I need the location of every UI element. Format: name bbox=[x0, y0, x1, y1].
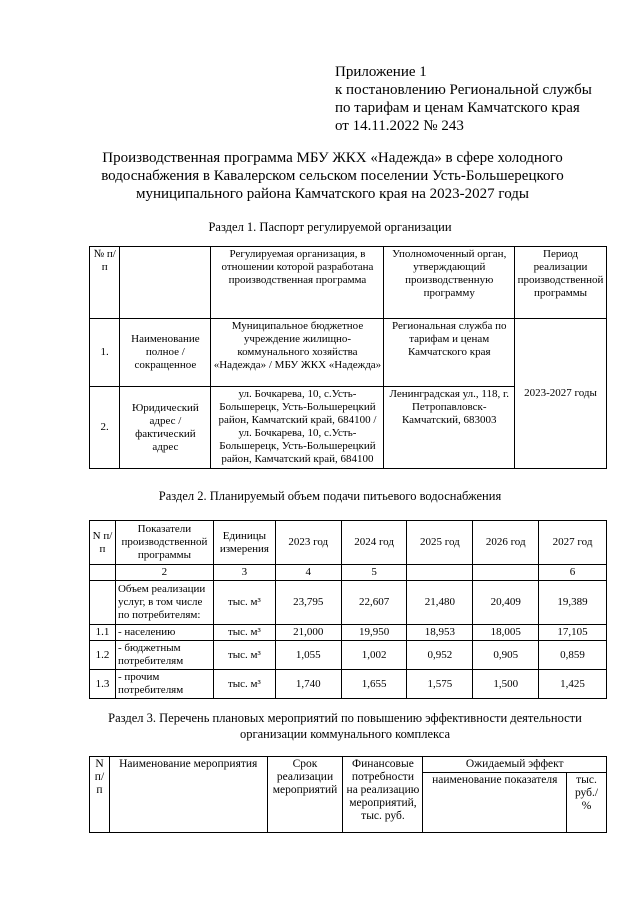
colnum-8: 6 bbox=[539, 565, 607, 581]
row-authority: Региональная служба по тарифам и ценам Камчатского края bbox=[384, 319, 515, 387]
header-2027: 2027 год bbox=[539, 521, 607, 565]
measures-table bbox=[89, 756, 607, 833]
appendix-line-4: от 14.11.2022 № 243 bbox=[335, 118, 464, 134]
header-finance: Финансовые потребности на реализацию мероприятий, тыс. руб. bbox=[343, 757, 423, 833]
row-2023: 1,740 bbox=[275, 670, 341, 699]
header-num: N п/п bbox=[90, 521, 116, 565]
header-blank bbox=[120, 247, 211, 319]
row-num bbox=[90, 581, 116, 625]
section1-caption: Раздел 1. Паспорт регулируемой организации bbox=[208, 220, 452, 234]
colnum-7 bbox=[473, 565, 539, 581]
row-indicator: - населению bbox=[115, 625, 213, 641]
row-2025: 1,575 bbox=[407, 670, 473, 699]
passport-header-row bbox=[90, 247, 607, 319]
header-2026: 2026 год bbox=[473, 521, 539, 565]
row-2023: 21,000 bbox=[275, 625, 341, 641]
table-row bbox=[90, 670, 607, 699]
header-org: Регулируемая организация, в отношении которой разработана производственная программа bbox=[211, 247, 384, 319]
row-org: Муниципальное бюджетное учреждение жилищно-коммунального хозяйства «Надежда» / МБУ ЖКХ «Надежда» bbox=[211, 319, 384, 387]
row-2024: 1,655 bbox=[341, 670, 407, 699]
header-num: N п/ п bbox=[90, 757, 110, 833]
document-title: Производственная программа МБУ ЖКХ «Надежда» в сфере холодного водоснабжения в Кавалерском сельском поселении Усть-Большерецкого муниципального района Камчатского края на 2023-2027 годы bbox=[101, 150, 564, 202]
row-unit: тыс. м³ bbox=[213, 625, 275, 641]
row-2026: 20,409 bbox=[473, 581, 539, 625]
colnum-1 bbox=[90, 565, 116, 581]
row-num: 1.3 bbox=[90, 670, 116, 699]
header-indicator: Показатели производственной программы bbox=[115, 521, 213, 565]
period-value: 2023-2027 годы bbox=[515, 319, 607, 469]
header-authority: Уполномоченный орган, утверждающий производственную программу bbox=[384, 247, 515, 319]
colnum-5: 5 bbox=[341, 565, 407, 581]
colnum-3: 3 bbox=[213, 565, 275, 581]
colnum-2: 2 bbox=[115, 565, 213, 581]
row-2027: 1,425 bbox=[539, 670, 607, 699]
header-2025: 2025 год bbox=[407, 521, 473, 565]
header-name: Наименование мероприятия bbox=[109, 757, 267, 833]
row-indicator: - прочим потребителям bbox=[115, 670, 213, 699]
table-row bbox=[90, 625, 607, 641]
section3-caption: Раздел 3. Перечень плановых мероприятий по повышению эффективности деятельности организации коммунального комплекса bbox=[108, 711, 582, 741]
row-2026: 18,005 bbox=[473, 625, 539, 641]
header-effect: Ожидаемый эффект bbox=[423, 757, 607, 773]
row-unit: тыс. м³ bbox=[213, 581, 275, 625]
row-indicator: - бюджетным потребителям bbox=[115, 641, 213, 670]
row-2023: 23,795 bbox=[275, 581, 341, 625]
header-amount: тыс. руб./ % bbox=[567, 773, 607, 833]
header-term: Срок реализации мероприятий bbox=[267, 757, 343, 833]
row-2023: 1,055 bbox=[275, 641, 341, 670]
row-2027: 19,389 bbox=[539, 581, 607, 625]
appendix-line-1: Приложение 1 bbox=[335, 64, 427, 80]
row-2025: 0,952 bbox=[407, 641, 473, 670]
colnum-4: 4 bbox=[275, 565, 341, 581]
table-row bbox=[90, 581, 607, 625]
header-num: № п/п bbox=[90, 247, 120, 319]
row-2024: 1,002 bbox=[341, 641, 407, 670]
header-2023: 2023 год bbox=[275, 521, 341, 565]
row-2024: 22,607 bbox=[341, 581, 407, 625]
row-2025: 18,953 bbox=[407, 625, 473, 641]
row-unit: тыс. м³ bbox=[213, 641, 275, 670]
header-period: Период реализации производственной программы bbox=[515, 247, 607, 319]
row-2027: 0,859 bbox=[539, 641, 607, 670]
row-unit: тыс. м³ bbox=[213, 670, 275, 699]
appendix-line-2: к постановлению Региональной службы bbox=[335, 82, 592, 98]
row-num: 2. bbox=[90, 387, 120, 469]
table-row bbox=[90, 319, 607, 387]
row-num: 1. bbox=[90, 319, 120, 387]
appendix-line-3: по тарифам и ценам Камчатского края bbox=[335, 100, 580, 116]
colnum-6 bbox=[407, 565, 473, 581]
row-authority: Ленинградская ул., 118, г. Петропавловск-Камчатский, 683003 bbox=[384, 387, 515, 469]
row-num: 1.2 bbox=[90, 641, 116, 670]
row-2026: 0,905 bbox=[473, 641, 539, 670]
row-label: Юридический адрес / фактический адрес bbox=[120, 387, 211, 469]
row-org: ул. Бочкарева, 10, с.Усть-Большерецк, Усть-Большерецкий район, Камчатский край, 684100 / ул. Бочкарева, 10, с.Усть-Большерецк, Усть-Большерецкий район, Камчатский край, 684100 bbox=[211, 387, 384, 469]
measures-header-row bbox=[90, 757, 607, 773]
header-unit: Единицы измерения bbox=[213, 521, 275, 565]
header-2024: 2024 год bbox=[341, 521, 407, 565]
header-indicator-name: наименование показателя bbox=[423, 773, 567, 833]
row-2026: 1,500 bbox=[473, 670, 539, 699]
row-2024: 19,950 bbox=[341, 625, 407, 641]
section2-caption: Раздел 2. Планируемый объем подачи питьевого водоснабжения bbox=[158, 489, 502, 503]
volume-header-row bbox=[90, 521, 607, 565]
row-2025: 21,480 bbox=[407, 581, 473, 625]
row-label: Наименование полное / сокращенное bbox=[120, 319, 211, 387]
table-row bbox=[90, 641, 607, 670]
row-indicator: Объем реализации услуг, в том числе по потребителям: bbox=[115, 581, 213, 625]
row-num: 1.1 bbox=[90, 625, 116, 641]
appendix-block bbox=[335, 63, 592, 135]
column-number-row bbox=[90, 565, 607, 581]
row-2027: 17,105 bbox=[539, 625, 607, 641]
passport-table bbox=[89, 246, 607, 469]
volume-table bbox=[89, 520, 607, 699]
